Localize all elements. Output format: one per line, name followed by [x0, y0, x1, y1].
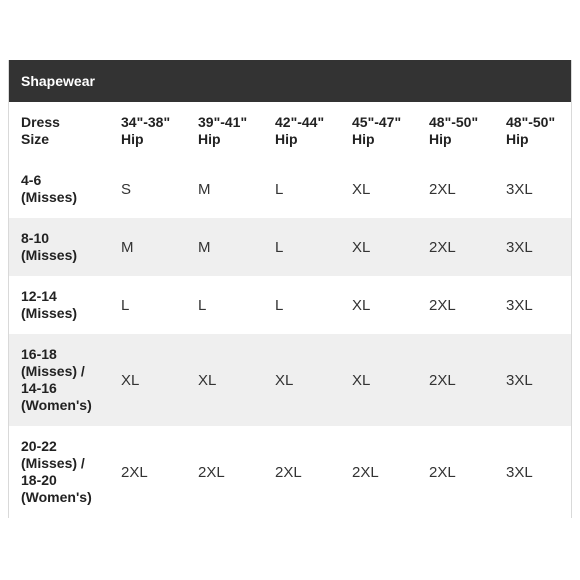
column-header-hip: 34"-38" Hip — [121, 114, 171, 147]
size-cell: L — [275, 238, 284, 256]
size-cell: XL — [352, 238, 371, 256]
size-cell: 3XL — [506, 371, 533, 389]
table-row — [9, 160, 571, 218]
size-cell: L — [275, 180, 284, 198]
size-cell: 2XL — [275, 463, 302, 481]
size-cell: M — [198, 238, 211, 256]
size-cell: S — [121, 180, 132, 198]
size-cell: 2XL — [198, 463, 225, 481]
size-cell: L — [121, 296, 130, 314]
dress-size-label: 8-10 (Misses) — [21, 230, 78, 263]
column-header-hip: 39"-41" Hip — [198, 114, 248, 147]
size-cell: 2XL — [429, 371, 456, 389]
column-header-hip: 45"-47" Hip — [352, 114, 402, 147]
header-row — [9, 102, 571, 160]
chart-title: Shapewear — [9, 60, 571, 102]
dress-size-label: 20-22 (Misses) / 18-20 (Women's) — [21, 438, 92, 505]
table-row — [9, 276, 571, 334]
column-header-hip: 42"-44" Hip — [275, 114, 325, 147]
size-cell: 3XL — [506, 180, 533, 198]
size-cell: XL — [352, 296, 371, 314]
size-cell: 2XL — [429, 296, 456, 314]
size-cell: L — [198, 296, 207, 314]
size-chart — [8, 60, 572, 518]
dress-size-label: 12-14 (Misses) — [21, 288, 78, 321]
size-cell: XL — [121, 371, 140, 389]
size-cell: XL — [275, 371, 294, 389]
table-row — [9, 218, 571, 276]
dress-size-label: 4-6 (Misses) — [21, 172, 78, 205]
size-cell: XL — [352, 180, 371, 198]
size-cell: 2XL — [352, 463, 379, 481]
column-header-hip: 48"-50" Hip — [429, 114, 479, 147]
size-cell: XL — [198, 371, 217, 389]
size-cell: 2XL — [121, 463, 148, 481]
size-cell: 2XL — [429, 238, 456, 256]
size-cell: L — [275, 296, 284, 314]
dress-size-label: 16-18 (Misses) / 14-16 (Women's) — [21, 346, 92, 413]
size-cell: 3XL — [506, 238, 533, 256]
table-row — [9, 426, 571, 518]
table-row — [9, 334, 571, 426]
size-cell: 3XL — [506, 296, 533, 314]
size-cell: M — [198, 180, 211, 198]
size-cell: M — [121, 238, 134, 256]
size-cell: 2XL — [429, 180, 456, 198]
size-table — [9, 102, 571, 518]
column-header-hip: 48"-50" Hip — [506, 114, 556, 147]
size-cell: 2XL — [429, 463, 456, 481]
size-cell: 3XL — [506, 463, 533, 481]
size-cell: XL — [352, 371, 371, 389]
column-header-dress-size: Dress Size — [21, 114, 60, 147]
